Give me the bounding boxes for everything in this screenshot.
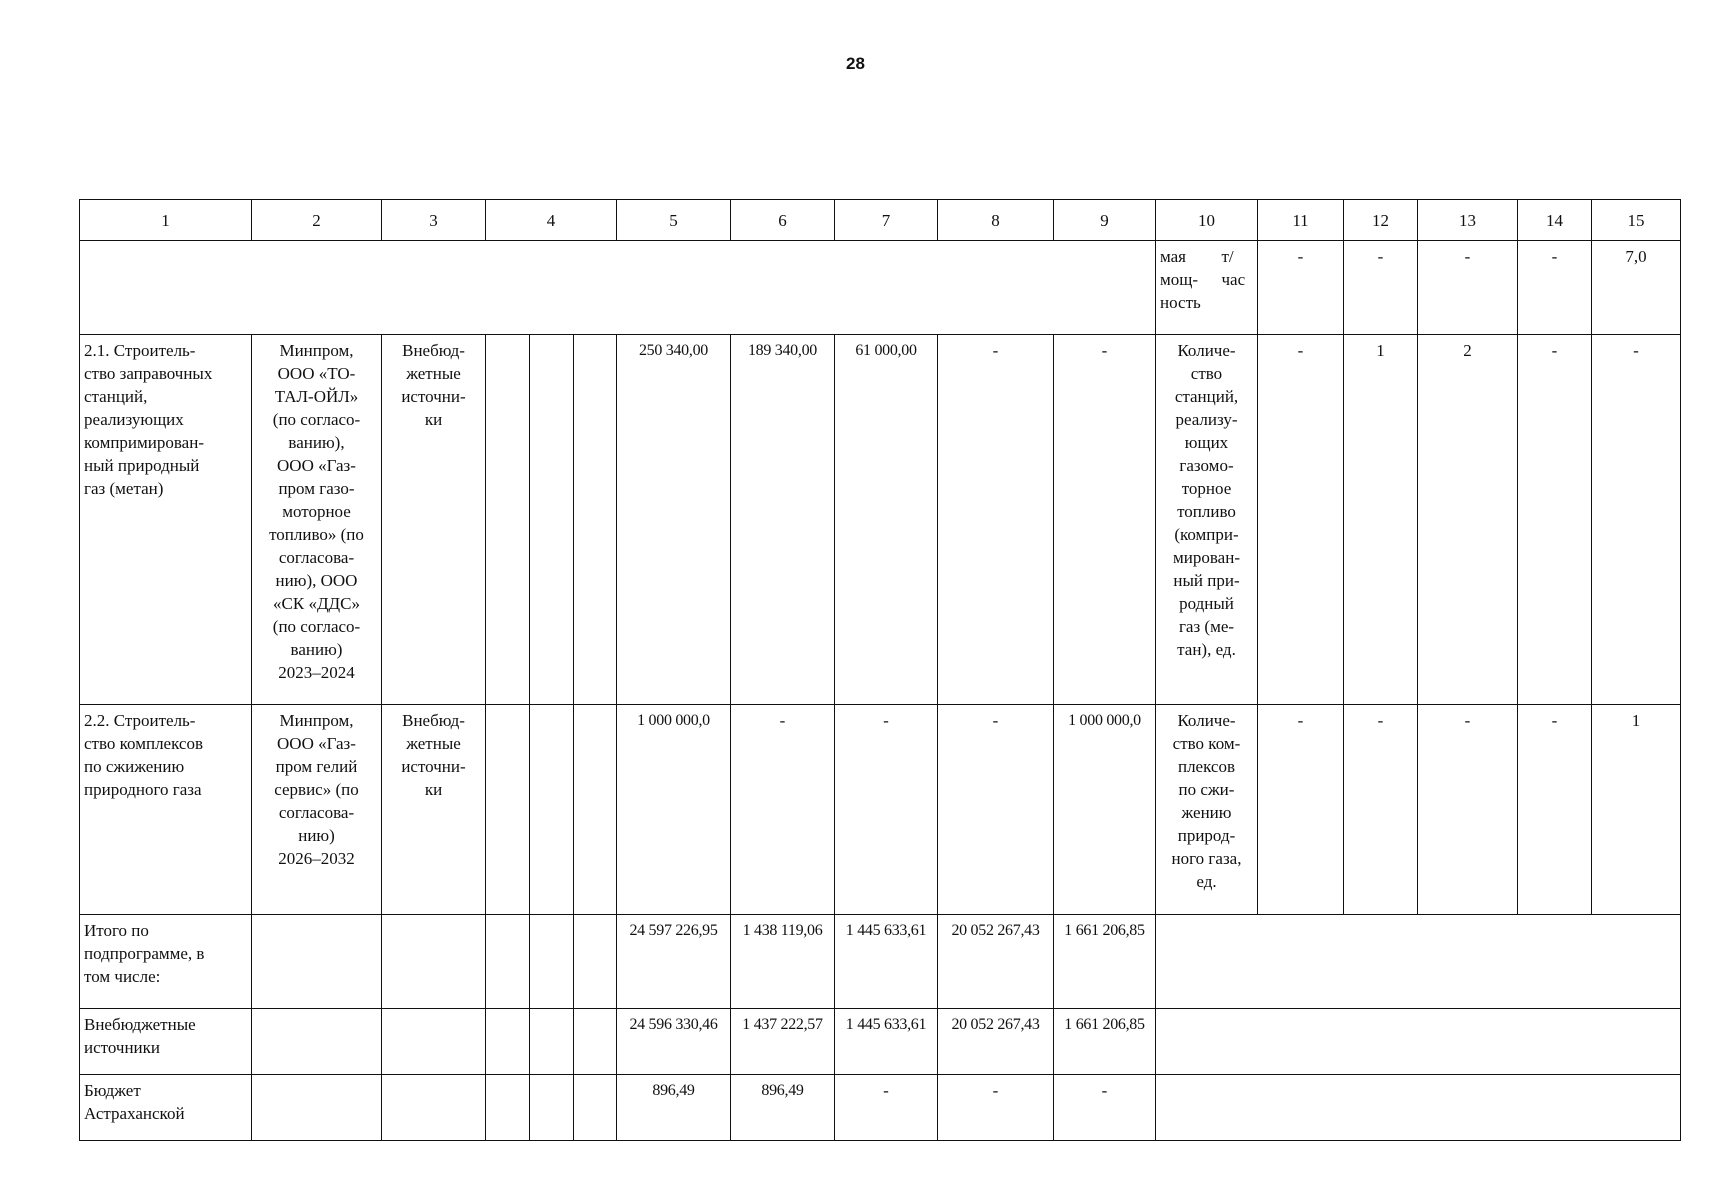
empty-cell — [252, 915, 382, 1009]
empty-cell — [252, 1009, 382, 1075]
table-row — [80, 335, 1681, 705]
empty-cell — [486, 705, 530, 915]
page-number: 28 — [846, 54, 865, 73]
table-row — [80, 705, 1681, 915]
amount-year-cell: - — [1054, 335, 1156, 705]
total-amount-cell: - — [835, 1075, 938, 1141]
executor-cell: Минпром, ООО «Газ- пром гелий сервис» (по согласова- нию) 2026–2032 — [252, 705, 382, 915]
total-amount-cell: - — [1054, 1075, 1156, 1141]
total-amount-cell: 1 437 222,57 — [731, 1009, 835, 1075]
total-label-cell: Бюджет Астраханской — [80, 1075, 252, 1141]
empty-cell — [574, 915, 617, 1009]
header-cell: 11 — [1258, 200, 1344, 241]
header-cell: 1 — [80, 200, 252, 241]
value-cell-12: - — [1344, 705, 1418, 915]
amount-year-cell: 61 000,00 — [835, 335, 938, 705]
value-cell-13: - — [1418, 705, 1518, 915]
empty-cell — [1156, 915, 1681, 1009]
value-cell-11: - — [1258, 241, 1344, 335]
empty-cell — [1156, 1075, 1681, 1141]
total-row — [80, 1009, 1681, 1075]
empty-cell — [530, 705, 574, 915]
amount-total-cell: 250 340,00 — [617, 335, 731, 705]
empty-cell — [382, 1075, 486, 1141]
empty-cell — [382, 1009, 486, 1075]
source-cell: Внебюд- жетные источни- ки — [382, 335, 486, 705]
empty-cell — [486, 1075, 530, 1141]
empty-cell — [574, 705, 617, 915]
executor-cell: Минпром, ООО «ТО- ТАЛ-ОЙЛ» (по согласо- ванию), ООО «Газ- пром газо- моторное топливо» (по согласова- нию), ООО «СК «ДДС» (по согласо- ванию) 2023–2024 — [252, 335, 382, 705]
empty-cell — [530, 1075, 574, 1141]
header-cell: 13 — [1418, 200, 1518, 241]
continuation-row — [80, 241, 1681, 335]
header-cell: 8 — [938, 200, 1054, 241]
total-amount-cell: 24 597 226,95 — [617, 915, 731, 1009]
indicator-cell: Количе- ство станций, реализу- ющих газомо- торное топливо (компри- мирован- ный при- родный газ (ме- тан), ед. — [1156, 335, 1258, 705]
header-cell: 4 — [486, 200, 617, 241]
total-label-cell: Внебюджетные источники — [80, 1009, 252, 1075]
measure-name-cell: 2.2. Строитель- ство комплексов по сжижению природного газа — [80, 705, 252, 915]
amount-year-cell: 189 340,00 — [731, 335, 835, 705]
header-cell: 5 — [617, 200, 731, 241]
empty-cell — [530, 335, 574, 705]
value-cell-13: 2 — [1418, 335, 1518, 705]
header-cell: 7 — [835, 200, 938, 241]
amount-year-cell: - — [835, 705, 938, 915]
total-amount-cell: - — [938, 1075, 1054, 1141]
header-cell: 2 — [252, 200, 382, 241]
total-amount-cell: 1 661 206,85 — [1054, 915, 1156, 1009]
value-cell-11: - — [1258, 705, 1344, 915]
header-cell: 12 — [1344, 200, 1418, 241]
source-cell: Внебюд- жетные источни- ки — [382, 705, 486, 915]
amount-year-cell: - — [938, 335, 1054, 705]
amount-year-cell: - — [938, 705, 1054, 915]
header-cell: 14 — [1518, 200, 1592, 241]
empty-cell — [574, 335, 617, 705]
total-amount-cell: 1 445 633,61 — [835, 915, 938, 1009]
total-amount-cell: 1 445 633,61 — [835, 1009, 938, 1075]
total-amount-cell: 24 596 330,46 — [617, 1009, 731, 1075]
value-cell-14: - — [1518, 705, 1592, 915]
total-amount-cell: 20 052 267,43 — [938, 915, 1054, 1009]
empty-cell — [530, 915, 574, 1009]
header-cell: 6 — [731, 200, 835, 241]
value-cell-15: 1 — [1592, 705, 1681, 915]
total-row — [80, 1075, 1681, 1141]
measure-name-cell: 2.1. Строитель- ство заправочных станций, реализующих компримирован- ный природный газ (метан) — [80, 335, 252, 705]
value-cell-15: - — [1592, 335, 1681, 705]
empty-cell — [382, 915, 486, 1009]
empty-cell — [252, 1075, 382, 1141]
indicator-cell: Количе- ство ком- плексов по сжи- жению природ- ного газа, ед. — [1156, 705, 1258, 915]
total-amount-cell: 896,49 — [731, 1075, 835, 1141]
value-cell-13: - — [1418, 241, 1518, 335]
total-amount-cell: 20 052 267,43 — [938, 1009, 1054, 1075]
amount-year-cell: 1 000 000,0 — [1054, 705, 1156, 915]
empty-cell — [574, 1075, 617, 1141]
header-cell: 3 — [382, 200, 486, 241]
value-cell-14: - — [1518, 335, 1592, 705]
amount-total-cell: 1 000 000,0 — [617, 705, 731, 915]
value-cell-12: 1 — [1344, 335, 1418, 705]
value-cell-11: - — [1258, 335, 1344, 705]
header-cell: 10 — [1156, 200, 1258, 241]
header-row — [80, 200, 1681, 241]
empty-cell — [1156, 1009, 1681, 1075]
indicator-cell: мая мощ- ность — [1156, 241, 1220, 335]
empty-cell — [486, 335, 530, 705]
header-cell: 15 — [1592, 200, 1681, 241]
program-table — [79, 199, 1681, 1141]
total-row — [80, 915, 1681, 1009]
value-cell-14: - — [1518, 241, 1592, 335]
value-cell-12: - — [1344, 241, 1418, 335]
empty-cell — [486, 1009, 530, 1075]
value-cell-15: 7,0 — [1592, 241, 1681, 335]
header-cell: 9 — [1054, 200, 1156, 241]
empty-cell — [574, 1009, 617, 1075]
unit-cell: т/ час — [1220, 241, 1258, 335]
total-label-cell: Итого по подпрограмме, в том числе: — [80, 915, 252, 1009]
total-amount-cell: 1 661 206,85 — [1054, 1009, 1156, 1075]
amount-year-cell: - — [731, 705, 835, 915]
total-amount-cell: 1 438 119,06 — [731, 915, 835, 1009]
empty-cell — [530, 1009, 574, 1075]
empty-cell — [486, 915, 530, 1009]
total-amount-cell: 896,49 — [617, 1075, 731, 1141]
continuation-empty-cell — [80, 241, 1156, 335]
